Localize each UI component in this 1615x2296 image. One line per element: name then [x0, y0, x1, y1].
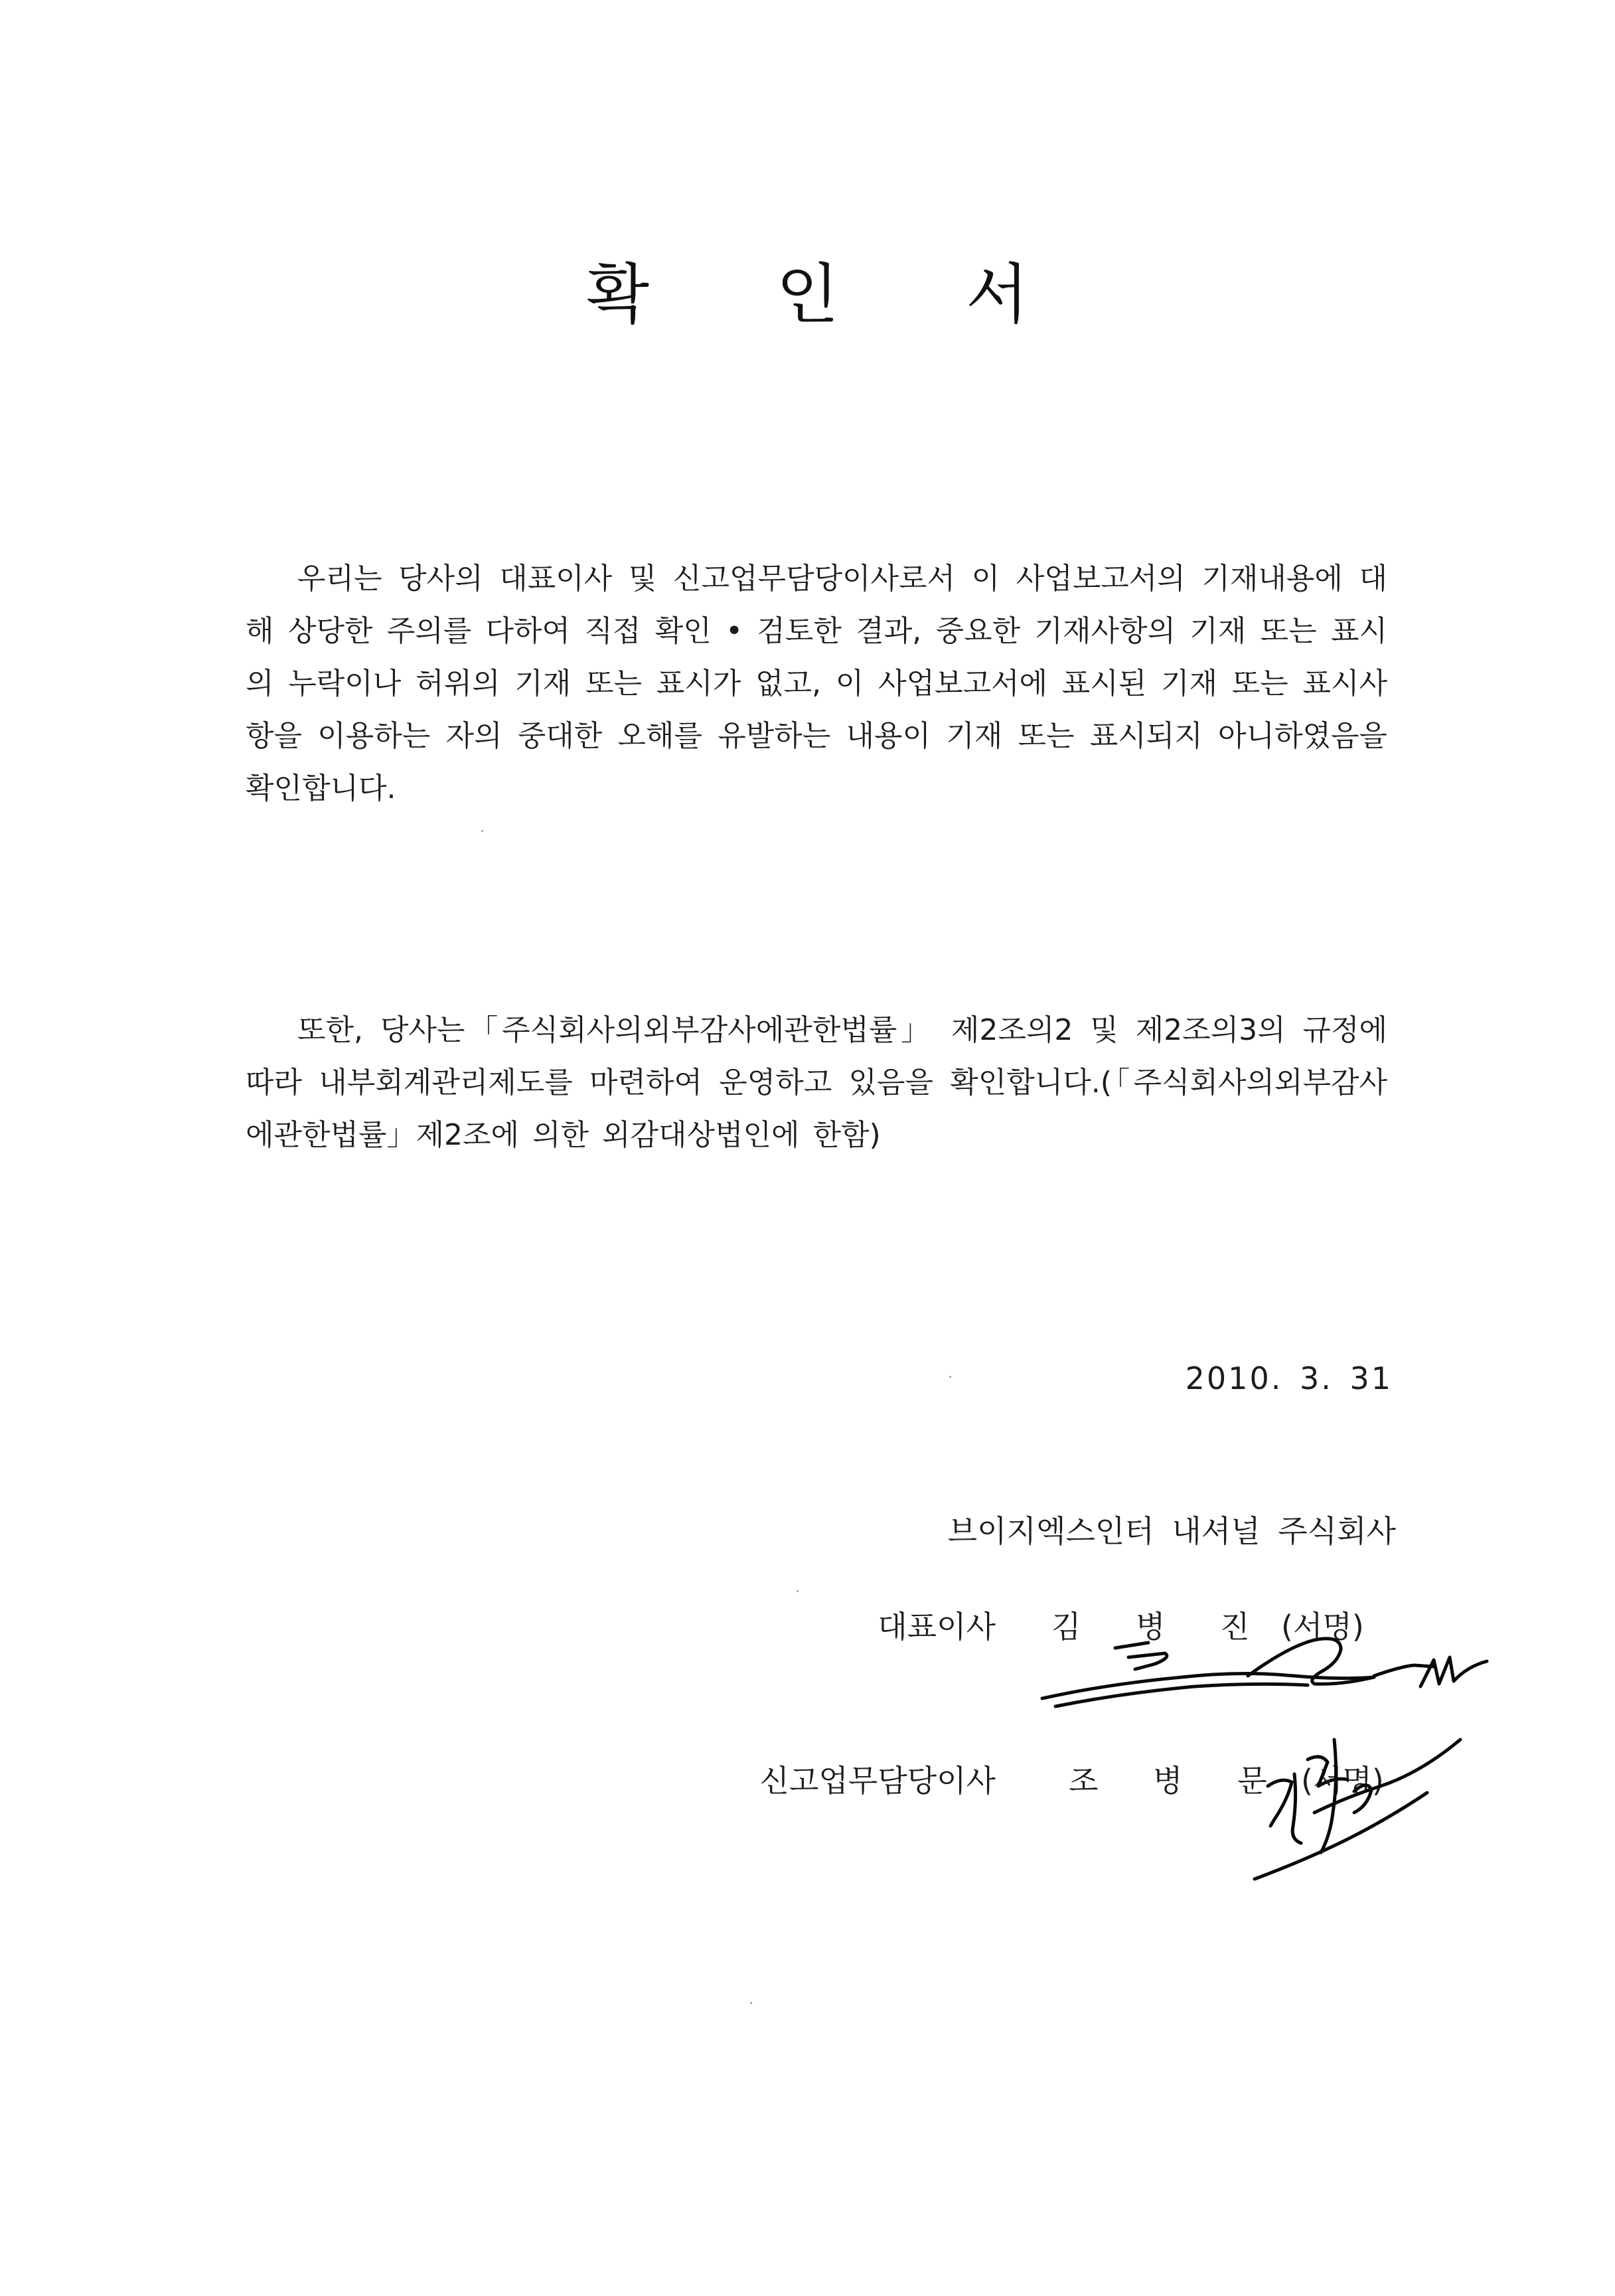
internal-control-paragraph: [246, 1004, 1387, 1161]
signatory-name: 조 병 문: [1069, 1763, 1290, 1799]
signature-mark-label: (서명): [1281, 1609, 1364, 1645]
confirmation-paragraph: [246, 552, 1387, 815]
document-date: 2010. 3. 31: [1185, 1360, 1393, 1396]
paragraph2-text: 또한, 당사는「주식회사의외부감사에관한법률」 제2조의2 및 제2조의3의 규정에 따라 내부회계관리제도를 마련하여 운영하고 있음을 확인합니다.(「주식회사의외부감사에관한법률」제2조에 의한 외감대상법인에 한함): [246, 1013, 1387, 1152]
handwritten-signature-reporting-officer: [1255, 1713, 1474, 1886]
signature-mark-label: (서명): [1301, 1763, 1384, 1799]
scan-speck: [750, 2002, 752, 2004]
scan-speck: [949, 1376, 951, 1378]
signatory-role: 신고업무담당이사: [759, 1763, 996, 1799]
document-title: 확 인 서: [586, 257, 1082, 333]
signatory-role: 대표이사: [878, 1609, 996, 1645]
paragraph1-text: 우리는 당사의 대표이사 및 신고업무담당이사로서 이 사업보고서의 기재내용에 대해 상당한 주의를 다하여 직접 확인 • 검토한 결과, 중요한 기재사항의 기재 또는 표시의 누락이나 허위의 기재 또는 표시가 없고, 이 사업보고서에 표시된 기재 또는 표시사항을 이용하는 자의 중대한 오해를 유발하는 내용이 기재 또는 표시되지 아니하였음을 확인합니다.: [246, 562, 1387, 805]
scan-speck: [797, 1590, 799, 1592]
scan-speck: [481, 830, 483, 832]
signatory-name: 김 병 진: [1051, 1609, 1272, 1645]
company-name: 브이지엑스인터 내셔널 주식회사: [947, 1513, 1396, 1549]
